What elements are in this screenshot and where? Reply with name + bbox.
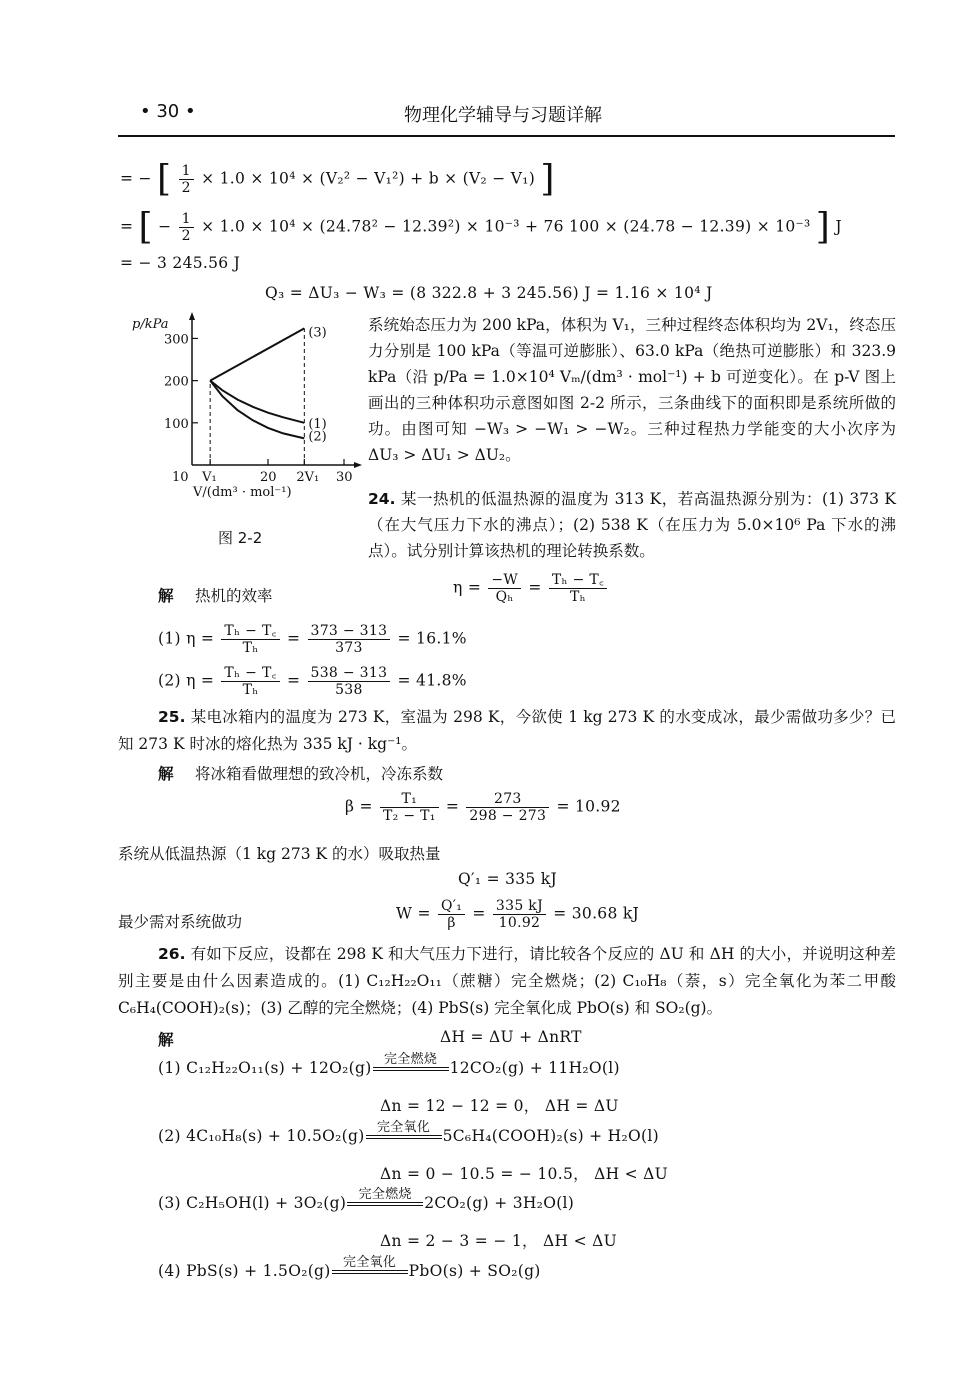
book-title: 物理化学辅导与习题详解 — [404, 105, 602, 126]
fraction — [493, 898, 546, 931]
frac-den: 298 − 273 — [469, 808, 547, 824]
double-line — [347, 1202, 423, 1206]
frac-den: Qₕ — [495, 589, 514, 605]
curve-label: (1) — [308, 416, 327, 432]
curve-1 — [210, 381, 304, 423]
equals: = — [472, 904, 486, 923]
delta-n-1: Δn = 12 − 12 = 0， ΔH = ΔU — [380, 1097, 619, 1115]
arrow-label: 完全氧化 — [343, 1255, 397, 1270]
calc-line-4: Q₃ = ΔU₃ − W₃ = (8 322.8 + 3 245.56) J = 1.16 × 10⁴ J — [265, 284, 713, 302]
calc-line-1-prefix: = − — [120, 169, 152, 188]
bracket-close: ] — [815, 206, 831, 248]
frac-den: Tₕ — [242, 640, 259, 656]
question-26-text: 有如下反应，设都在 298 K 和大气压力下进行，请比较各个反应的 ΔU 和 ΔH 的大小，并说明这种差别主要是由什么因素造成的。(1) C₁₂H₂₂O₁₁（蔗糖）完全燃烧；(2) C₁₀H₈（萘，s）完全氧化为苯二甲酸 C₆H₄(COOH)₂(s)；(3) 乙醇的完全燃烧；(4) PbS(s) 完全氧化成 PbO(s) 和 SO₂(g)。 — [118, 945, 897, 1017]
x-tick-label: 20 — [260, 470, 277, 485]
frac-num: Tₕ − T꜀ — [549, 572, 607, 589]
pv-diagram — [120, 310, 365, 505]
x-axis-label: V/(dm³ · mol⁻¹) — [193, 485, 292, 500]
y-axis-arrow — [189, 312, 195, 320]
x-tick-label: 30 — [336, 470, 353, 485]
heat-value: Q′₁ = 335 kJ — [458, 870, 557, 888]
frac-den: 2 — [181, 180, 191, 196]
solution-intro: 将冰箱看做理想的致冷机，冷冻系数 — [195, 765, 444, 783]
w-result: = 30.68 kJ — [553, 904, 640, 923]
arrow-label: 完全燃烧 — [358, 1187, 412, 1202]
solution-label: 解 — [158, 1031, 174, 1049]
double-line — [373, 1067, 449, 1071]
case-result: = 41.8% — [397, 671, 467, 690]
question-number: 26. — [158, 945, 186, 963]
reaction-left: (3) C₂H₅OH(l) + 3O₂(g) — [158, 1194, 347, 1212]
solution-label: 解 — [158, 765, 174, 783]
reaction-arrow — [366, 1121, 442, 1145]
equals: = — [286, 629, 301, 648]
frac-num: Tₕ − T꜀ — [221, 623, 279, 640]
double-line — [366, 1135, 442, 1139]
efficiency-case-1 — [158, 623, 467, 656]
fraction — [466, 791, 549, 824]
frac-den: T₂ − T₁ — [383, 808, 436, 824]
fraction — [380, 791, 439, 824]
reaction-arrow — [373, 1053, 449, 1077]
fraction — [221, 665, 279, 698]
fraction — [179, 163, 194, 196]
efficiency-formula — [453, 572, 609, 605]
fraction — [549, 572, 607, 605]
fraction — [179, 211, 194, 244]
y-tick-label: 300 — [164, 332, 189, 348]
reaction-3 — [158, 1188, 574, 1212]
calc-line-1 — [120, 158, 555, 200]
case-result: = 16.1% — [397, 629, 467, 648]
unit: J — [835, 217, 842, 236]
cop-formula — [345, 791, 621, 824]
calc-line-1-rest: × 1.0 × 10⁴ × (V₂² − V₁²) + b × (V₂ − V₁) — [201, 169, 536, 188]
solution-label: 解 — [158, 587, 174, 605]
bracket-open: [ — [138, 206, 153, 248]
frac-den: β — [447, 915, 456, 931]
equals: = — [445, 797, 460, 816]
frac-den: 10.92 — [498, 915, 541, 931]
beta-result: = 10.92 — [556, 797, 621, 816]
y-axis-label: p/kPa — [132, 317, 169, 332]
x-axis-arrow — [354, 462, 362, 468]
frac-num: 373 − 313 — [308, 623, 391, 640]
arrow-label: 完全燃烧 — [384, 1052, 438, 1067]
question-25-text: 某电冰箱内的温度为 273 K，室温为 298 K，今欲使 1 kg 273 K 的水变成冰，最少需做功多少？已知 273 K 时冰的熔化热为 335 kJ · kg⁻¹。 — [118, 708, 897, 753]
side-paragraph: 系统始态压力为 200 kPa，体积为 V₁，三种过程终态体积均为 2V₁，终态压力分别是 100 kPa（等温可逆膨胀）、63.0 kPa（绝热可逆膨胀）和 323.9 kPa（沿 p/Pa = 1.0×10⁴ Vₘ/(dm³ · mol⁻¹) + b 可逆变化）。在 p-V 图上画出的三种体积功示意图如图 2-2 所示，三条曲线下的面积即是系统所做的功。由图可知 −W₃ > −W₁ > −W₂。三种过程热力学能变的大小次序为 ΔU₃ > ΔU₁ > ΔU₂。 — [368, 316, 896, 464]
fraction — [438, 898, 465, 931]
question-number: 24. — [368, 490, 396, 508]
w-prefix: W = — [396, 904, 431, 923]
reaction-4 — [158, 1256, 541, 1280]
solution-intro: 热机的效率 — [195, 587, 273, 605]
fraction — [488, 572, 521, 605]
equals: = — [528, 578, 542, 597]
arrow-label: 完全氧化 — [377, 1120, 431, 1135]
efficiency-case-2 — [158, 665, 467, 698]
fraction — [308, 665, 391, 698]
reaction-2 — [158, 1121, 659, 1145]
calc-line-2-prefix: = — [120, 217, 134, 236]
absorb-text: 系统从低温热源（1 kg 273 K 的水）吸取热量 — [118, 845, 441, 863]
frac-num: 273 — [466, 791, 549, 808]
fraction — [221, 623, 279, 656]
reaction-right: PbO(s) + SO₂(g) — [408, 1262, 541, 1280]
reaction-1 — [158, 1053, 620, 1077]
reaction-left: (4) PbS(s) + 1.5O₂(g) — [158, 1262, 331, 1280]
work-formula — [396, 898, 639, 931]
reaction-left: (2) 4C₁₀H₈(s) + 10.5O₂(g) — [158, 1127, 365, 1145]
calc-line-2-rest: × 1.0 × 10⁴ × (24.78² − 12.39²) × 10⁻³ + 76 100 × (24.78 − 12.39) × 10⁻³ — [201, 217, 811, 236]
curve-label: (2) — [308, 429, 327, 445]
eta-prefix: η = — [453, 578, 482, 597]
enthalpy-relation: ΔH = ΔU + ΔnRT — [440, 1028, 582, 1046]
frac-den: Tₕ — [570, 589, 586, 605]
question-25 — [118, 704, 896, 758]
work-text: 最少需对系统做功 — [118, 913, 243, 931]
curve-label: (3) — [308, 325, 327, 341]
question-24 — [368, 486, 896, 564]
reaction-right: 5C₆H₄(COOH)₂(s) + H₂O(l) — [442, 1127, 659, 1145]
frac-num: T₁ — [380, 791, 439, 808]
frac-num: 335 kJ — [493, 898, 546, 915]
header-rule — [118, 135, 895, 137]
calc-line-2 — [120, 206, 842, 248]
frac-num: 1 — [179, 211, 194, 228]
reaction-arrow — [347, 1188, 423, 1212]
curve-3 — [210, 328, 304, 380]
double-line — [332, 1270, 408, 1274]
reaction-arrow — [332, 1256, 408, 1280]
x-tick-label: 2V₁ — [296, 470, 320, 485]
frac-den: 373 — [335, 640, 363, 656]
equals: = — [286, 671, 301, 690]
frac-sign: − — [158, 217, 172, 236]
question-26 — [118, 941, 896, 1022]
beta-prefix: β = — [345, 797, 373, 816]
frac-num: −W — [488, 572, 521, 589]
y-tick-label: 100 — [164, 416, 189, 432]
y-tick-label: 200 — [164, 374, 189, 390]
case-label: (1) η = — [158, 629, 215, 648]
delta-n-2: Δn = 0 − 10.5 = − 10.5， ΔH < ΔU — [380, 1165, 669, 1183]
page-number: • 30 • — [140, 101, 196, 122]
frac-den: 2 — [181, 228, 191, 244]
frac-den: Tₕ — [242, 682, 259, 698]
frac-num: 1 — [179, 163, 194, 180]
x-tick-label: V₁ — [202, 470, 217, 485]
case-label: (2) η = — [158, 671, 215, 690]
reaction-right: 12CO₂(g) + 11H₂O(l) — [449, 1059, 620, 1077]
calc-line-3: = − 3 245.56 J — [120, 254, 241, 272]
frac-num: 538 − 313 — [308, 665, 391, 682]
bracket-open: [ — [157, 158, 172, 200]
question-24-text: 某一热机的低温热源的温度为 313 K，若高温热源分别为：(1) 373 K（在大气压力下水的沸点）；(2) 538 K（在压力为 5.0×10⁶ Pa 下水的沸点）。试分别计算该热机的理论转换系数。 — [368, 490, 896, 560]
question-number: 25. — [158, 708, 186, 726]
delta-n-3: Δn = 2 − 3 = − 1， ΔH < ΔU — [380, 1232, 617, 1250]
reaction-left: (1) C₁₂H₂₂O₁₁(s) + 12O₂(g) — [158, 1059, 372, 1077]
fraction — [308, 623, 391, 656]
frac-den: 538 — [335, 682, 363, 698]
bracket-close: ] — [540, 158, 555, 200]
frac-num: Tₕ − T꜀ — [221, 665, 279, 682]
figure-caption: 图 2-2 — [218, 529, 263, 547]
reaction-right: 2CO₂(g) + 3H₂O(l) — [424, 1194, 575, 1212]
x-tick-label: 10 — [172, 470, 189, 485]
frac-num: Q′₁ — [438, 898, 465, 915]
